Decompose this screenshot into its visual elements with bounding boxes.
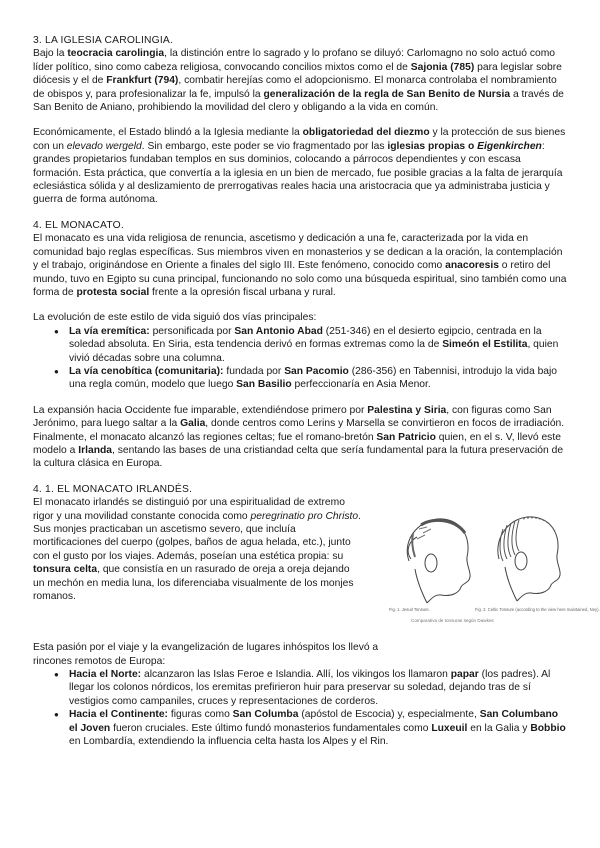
- section-4-title: 4. EL MONACATO.: [33, 219, 124, 231]
- section-3-title: 3. LA IGLESIA CAROLINGIA.: [33, 35, 174, 46]
- celtic-tonsure-head: [498, 517, 560, 601]
- figure-caption-1: Fig. 1. Jesuit Tonsure.: [389, 607, 430, 613]
- tonsure-illustration: [371, 499, 600, 625]
- figure-caption-2: Fig. 2. Celtic Tonsure (according to the view here maintained, Ney).: [475, 607, 600, 613]
- figure-caption-bottom: Comparativa de tonsuras según Dawkes: [411, 618, 494, 624]
- section-4-list-intro: La evolución de este estilo de vida siguió dos vías principales:: [33, 312, 317, 324]
- section-4-1-title: 4. 1. EL MONACATO IRLANDÉS.: [33, 483, 193, 495]
- tonsure-figure: [371, 499, 600, 625]
- section-3-paragraph-2: Económicamente, el Estado blindó a la Iglesia mediante la obligatoriedad del diezmo y la protección de sus bienes con un elevado wergeld. Sin embargo, este poder se vio fragmentado por las iglesias propias o Eigenkirchen: grandes propietarios fundaban templos en sus dominios, colocando a párrocos dependientes y con escasa formación. Esta práctica, que convertía a la iglesia en un bien de mercado, fue posible gracias a la falta de jerarquía eclesiástica sólida y al deslizamiento de prerrogativas reales hacia una aristocracia que ya administraba justicia y guerra de forma autónoma.: [33, 127, 566, 206]
- section-4-1-paragraph-2: Esta pasión por el viaje y la evangelización de lugares inhóspitos los llevó a rincones remotos de Europa:: [33, 642, 379, 667]
- section-4-1-paragraph-1: El monacato irlandés se distinguió por una espiritualidad de extremo rigor y una movilidad constante conocida como peregrinatio pro Christo. Sus monjes practicaban un ascetismo severo, que incluía mortificaciones del cuerpo (golpes, baños de agua helada, etc.), junto con el gusto por los viajes. Además, poseían una estética propia: su tonsura celta, que consistía en un rasurado de oreja a oreja dejando un mechón en media luna, los diferenciaba visualmente de los monjes romanos.: [33, 497, 361, 603]
- section-4-paragraph-3: La expansión hacia Occidente fue imparable, extendiéndose primero por Palestina y Siria, con figuras como San Jerónimo, para luego saltar a la Galia, donde centros como Lerins y Marsella se convirtieron en focos de irradiación. Finalmente, el monacato alcanzó las regiones celtas; fue el romano-bretón San Patricio quien, en el s. V, llevó este modelo a Irlanda, sentando las bases de una cristiandad celta que sería fundamental para la futura preservación de la cultura clásica en Europa.: [33, 404, 565, 470]
- list-item-north: ● Hacia el Norte: alcanzaron las Islas Feroe e Islandia. Allí, los vikingos los llamaron papar (los padres). Al llegar los colonos nórdicos, los eremitas prefirieron huir para preservar su soledad, dejando tras de sí vestigios como campaniles, cruces y representaciones de corderos.: [68, 668, 569, 708]
- section-4-list: [33, 325, 569, 392]
- section-3-paragraph-1: Bajo la teocracia carolingia, la distinción entre lo sagrado y lo profano se diluyó: Carlomagno no solo actuó como líder político, sino como cabeza religiosa, convocando concilios mixtos como el de Sajonia (785) para legislar sobre diócesis y el de Frankfurt (794), combatir herejías como el adopcionismo. El monarca controlaba el nombramiento de obispos y, para profesionalizar la fe, impulsó la generalización de la regla de San Benito de Nursia a través de San Benito de Aniano, prohibiendo la movilidad del clero y obligando a la vida en común.: [33, 48, 564, 114]
- list-item-continent: ● Hacia el Continente: figuras como San Columba (apóstol de Escocia) y, especialmente, San Columbano el Joven fueron cruciales. Este último fundó monasterios fundamentales como Luxeuil en la Galia y Bobbio en Lombardía, extendiendo la influencia celta hasta los Alpes y el Rin.: [68, 708, 569, 748]
- list-item-cenobitic: ● La vía cenobítica (comunitaria): fundada por San Pacomio (286-356) en Tabennisi, introdujo la vida bajo una regla común, modelo que luego San Basilio perfeccionaría en Asia Menor.: [68, 365, 569, 392]
- section-4-paragraph-1: El monacato es una vida religiosa de renuncia, ascetismo y dedicación a una fe, caracterizada por la vida en comunidad bajo reglas específicas. Sus miembros viven en monasterios y se dedican a la oración, la contemplación y el trabajo, originándose en Oriente a finales del siglo III. Este fenómeno, conocido como anacoresis o retiro del mundo, tuvo en Egipto su cuna principal, funcionando no solo como una búsqueda espiritual, sino también como una forma de protesta social frente a la opresión fiscal urbana y rural.: [33, 233, 567, 298]
- section-4-1-list: [33, 668, 569, 748]
- list-item-eremitic: ● La vía eremítica: personificada por San Antonio Abad (251-346) en el desierto egipcio, centrada en la soledad absoluta. En Siria, esta tendencia derivó en formas extremas como la de Simeón el Estilita, quien vivió décadas sobre una columna.: [68, 325, 569, 365]
- jesuit-tonsure-head: [407, 519, 470, 603]
